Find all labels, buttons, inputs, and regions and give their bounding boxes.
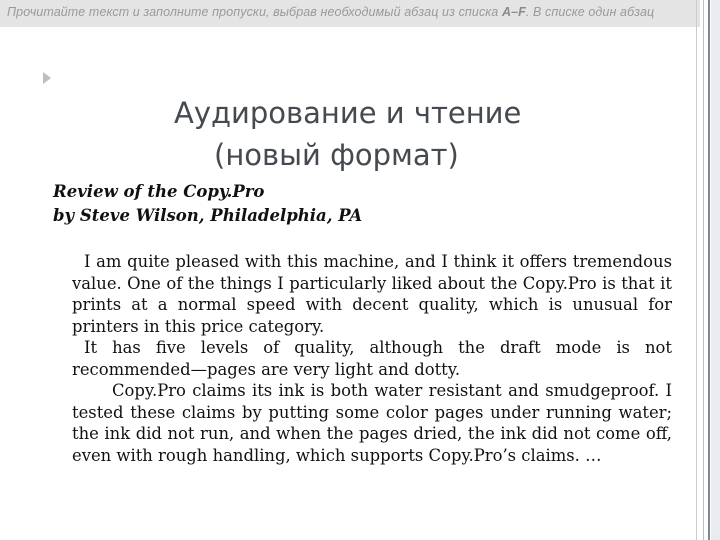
review-paragraph-1: I am quite pleased with this machine, and I think it offers tremendous value. One of the things I particularly liked about the Copy.Pro is that it prints at a normal speed with decent quality, which is unusual for printers in this price category. — [72, 252, 672, 336]
slide-frame-decoration — [695, 0, 720, 540]
review-body — [72, 251, 672, 466]
slide-title-line-2: (новый формат) — [214, 138, 459, 172]
instruction-banner — [0, 0, 700, 27]
arrow-bullet-icon — [43, 72, 51, 84]
instruction-text-options: A–F — [501, 5, 526, 19]
frame-line — [696, 0, 697, 540]
review-byline: by Steve Wilson, Philadelphia, PA — [53, 206, 363, 225]
slide-title-line-1: Аудирование и чтение — [174, 96, 522, 130]
frame-line — [703, 0, 704, 540]
frame-bar — [711, 0, 720, 540]
review-title: Review of the Copy.Pro — [53, 182, 265, 201]
frame-line — [708, 0, 710, 540]
instruction-text-end: . В списке один абзац — [525, 5, 655, 19]
instruction-text — [0, 0, 700, 19]
review-paragraph-3: Copy.Pro claims its ink is both water resistant and smudgeproof. I tested these claims by putting some color pages under running water; the ink did not run, and when the pages dried, the ink did not come off, even with rough handling, which supports Copy.Pro’s claims. … — [72, 381, 672, 465]
review-heading-block — [53, 180, 362, 228]
instruction-text-start: Прочитайте текст и заполните пропуски, выбрав необходимый абзац из списка — [7, 5, 502, 19]
review-paragraph-2: It has five levels of quality, although the draft mode is not recommended—pages are very light and dotty. — [72, 338, 672, 379]
